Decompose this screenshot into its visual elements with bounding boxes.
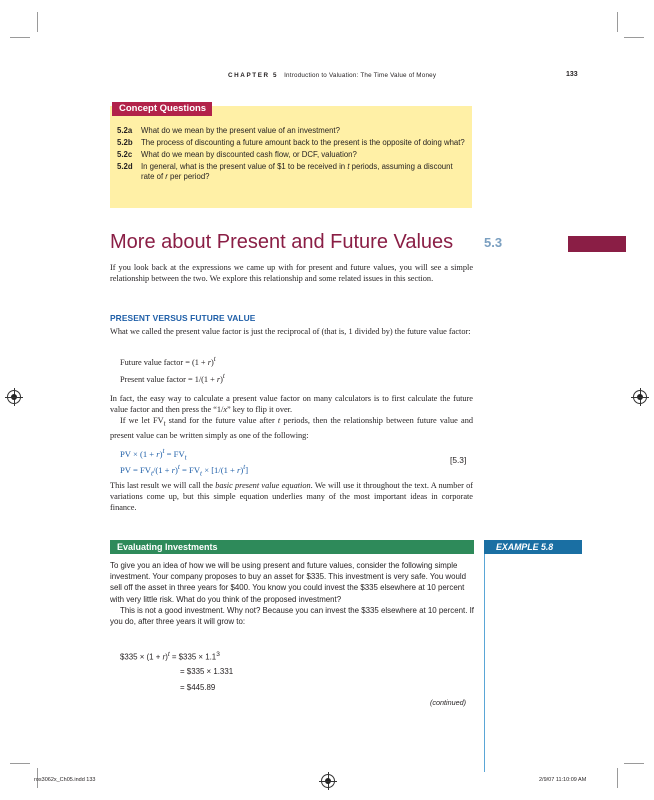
example-tag: EXAMPLE 5.8: [496, 542, 554, 552]
calc-line-3: = $445.89: [180, 683, 216, 692]
question-text: The process of discounting a future amount back to the present is the opposite of doing what?: [141, 138, 465, 147]
section-title: More about Present and Future Values: [110, 231, 454, 253]
crop-mark: [617, 12, 618, 32]
section-intro: [110, 262, 473, 284]
equation-2: PV = $FV_t/(1 + r)^t = FV_t \times [1/(1 + r)^t]$: [120, 463, 249, 478]
example-body: [110, 560, 475, 627]
subsection-heading: PRESENT VERSUS FUTURE VALUE: [110, 313, 256, 323]
crop-mark: [10, 37, 30, 38]
continued-note: (continued): [430, 698, 466, 707]
question-text: What do we mean by the present value of an investment?: [141, 126, 340, 135]
pv-paragraph-1: [110, 326, 473, 337]
concept-questions-list: [117, 126, 467, 184]
example-paragraph: This is not a good investment. Why not? Because you can invest the $335 elsewhere at 10 percent. If you do, after three years it will grow to:: [110, 605, 474, 627]
concept-question: [117, 162, 467, 182]
example-title: Evaluating Investments: [117, 542, 218, 552]
pv-paragraph-4: [110, 480, 473, 513]
question-number: 5.2b: [117, 138, 133, 147]
calc-line-1: $335 × $(1 + r)^t$ = $335 × $1.1^3$: [120, 651, 220, 662]
crop-mark: [10, 763, 30, 764]
equation-number: [5.3]: [450, 455, 467, 465]
paragraph-text: If we let $FV_t$ stand for the future value after t periods, then the relationship between future value and present value can be written simply as one of the following:: [110, 416, 473, 440]
question-text: In general, what is the present value of $1 to be received in t periods, assuming a discount rate of r per period?: [141, 162, 453, 181]
concept-questions-title: Concept Questions: [112, 102, 212, 116]
example-rule: [484, 554, 485, 772]
crop-mark: [624, 37, 644, 38]
pv-paragraph-2: [110, 393, 473, 441]
registration-mark-icon: [633, 390, 647, 404]
crop-mark: [624, 763, 644, 764]
calc-line-2: = $335 × 1.331: [180, 667, 234, 676]
future-value-factor: Future value factor = $(1 + r)^t$: [120, 356, 216, 367]
equation-1: PV × $(1 + r)^t = FV_t$: [120, 447, 187, 462]
crop-mark: [617, 768, 618, 788]
paragraph-text: What we called the present value factor is just the reciprocal of (that is, 1 divided by) the future value factor:: [110, 327, 471, 336]
chapter-title: Introduction to Valuation: The Time Value of Money: [284, 72, 437, 79]
crop-mark: [37, 12, 38, 32]
question-number: 5.2d: [117, 162, 133, 171]
concept-question: [117, 138, 467, 148]
footer-file-info: ros3062x_Ch05.indd 133: [34, 777, 96, 783]
paragraph-text: In fact, the easy way to calculate a present value factor on many calculators is to first calculate the future value factor and then press the “1/x” key to flip it over.: [110, 394, 473, 414]
concept-question: [117, 150, 467, 160]
registration-mark-icon: [321, 774, 335, 788]
paragraph-text: This last result we will call the basic present value equation. We will use it throughout the text. A number of variations come up, but this simple equation underlies many of the most important ideas in corporate finance.: [110, 481, 474, 512]
section-number: 5.3: [484, 235, 503, 250]
question-text: What do we mean by discounted cash flow, or DCF, valuation?: [141, 150, 357, 159]
intro-paragraph: If you look back at the expressions we came up with for present and future values, you will see a simple relationship between the two. We explore this relationship and some related issues in this section.: [110, 263, 473, 283]
question-number: 5.2a: [117, 126, 133, 135]
question-number: 5.2c: [117, 150, 133, 159]
chapter-label: CHAPTER 5: [228, 72, 279, 79]
present-value-factor: Present value factor = $1/(1 + r)^t$: [120, 373, 225, 384]
section-color-bar: [568, 236, 626, 252]
registration-mark-icon: [7, 390, 21, 404]
footer-timestamp: 2/9/07 11:10:09 AM: [539, 777, 587, 783]
example-paragraph: To give you an idea of how we will be using present and future values, consider the following simple investment. Your company proposes to buy an asset for $335. This investment is very safe. You would sell off the asset in three years for $400. You know you could invest the $335 elsewhere at 10 percent with very little risk. What do you think of the proposed investment?: [110, 561, 467, 604]
running-head: [228, 72, 436, 79]
concept-question: [117, 126, 467, 136]
page-number: 133: [566, 71, 578, 78]
